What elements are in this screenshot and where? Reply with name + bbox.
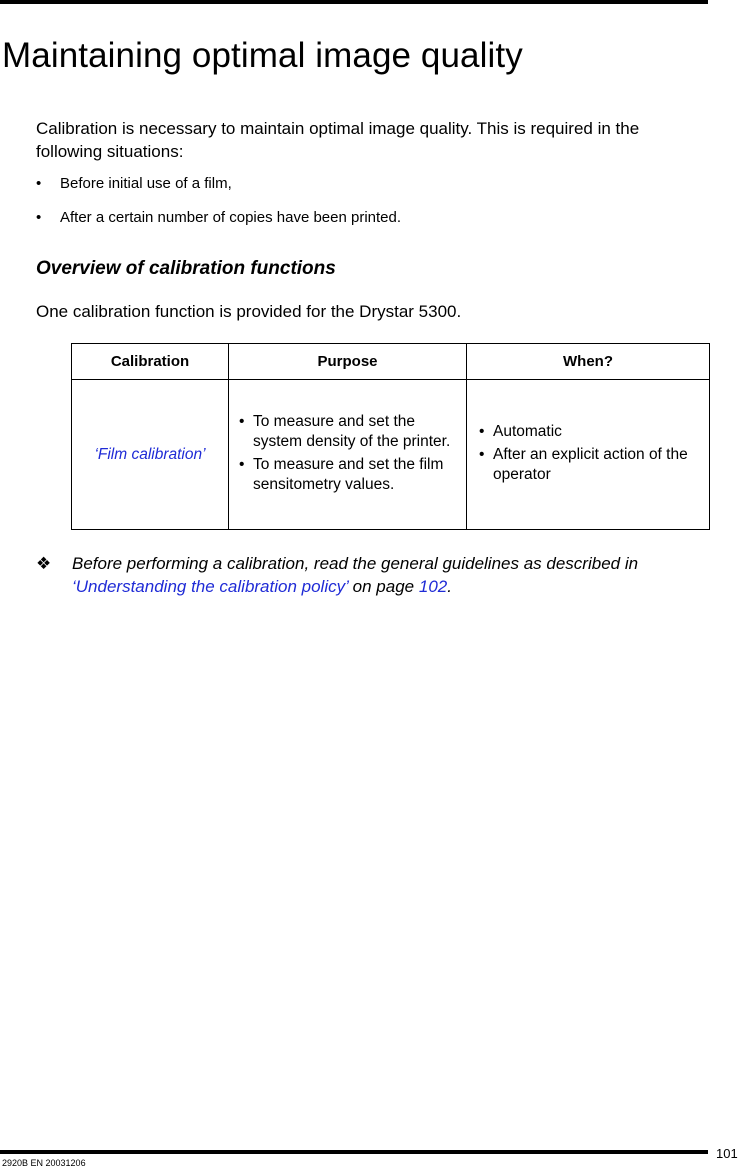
table-header-row	[72, 344, 710, 380]
purpose-cell	[229, 380, 467, 530]
note-text-before: Before performing a calibration, read the general guidelines as described in	[72, 554, 639, 573]
intro-paragraph: Calibration is necessary to maintain optimal image quality. This is required in the following situations:	[36, 119, 640, 161]
list-item	[36, 174, 708, 194]
header-purpose: Purpose	[229, 344, 467, 380]
diamond-note-icon: ❖	[36, 554, 52, 573]
purpose-item-text: To measure and set the system density of the printer.	[253, 412, 451, 450]
when-item-text: After an explicit action of the operator	[493, 445, 688, 483]
page-number: 101	[716, 1146, 738, 1161]
list-item	[36, 208, 708, 228]
list-item-text: After a certain number of copies have been printed.	[60, 209, 402, 226]
section-heading: Overview of calibration functions	[36, 258, 336, 279]
calibration-table	[71, 343, 710, 530]
header-calibration: Calibration	[72, 344, 229, 380]
bullet-icon: •	[239, 455, 245, 473]
header-when: When?	[467, 344, 710, 380]
top-rule	[0, 0, 708, 4]
document-code: 2920B EN 20031206	[2, 1158, 86, 1168]
note-text-end: .	[447, 577, 452, 596]
film-calibration-link[interactable]: ‘Film calibration’	[94, 445, 206, 463]
when-item-text: Automatic	[493, 422, 562, 440]
bullet-icon: •	[239, 412, 245, 430]
calibration-cell	[72, 380, 229, 530]
note-text-middle: on page	[347, 577, 419, 596]
list-item	[235, 412, 460, 452]
when-cell	[467, 380, 710, 530]
situation-list	[36, 174, 708, 242]
list-item-text: Before initial use of a film,	[60, 175, 232, 192]
bullet-icon: •	[36, 209, 42, 226]
bullet-icon: •	[479, 422, 485, 440]
list-item	[235, 455, 460, 495]
calibration-policy-link[interactable]: ‘Understanding the calibration policy’	[72, 577, 348, 596]
list-item	[475, 422, 703, 442]
section-paragraph: One calibration function is provided for the Drystar 5300.	[36, 302, 462, 321]
purpose-list	[235, 412, 460, 495]
bottom-rule	[0, 1150, 708, 1154]
list-item	[475, 445, 703, 485]
page-title: Maintaining optimal image quality	[2, 36, 523, 75]
when-list	[475, 422, 703, 485]
bullet-icon: •	[479, 445, 485, 463]
page-reference-link[interactable]: 102	[418, 577, 448, 596]
note-text	[72, 552, 716, 598]
note-block	[36, 552, 716, 598]
table-row	[72, 380, 710, 530]
purpose-item-text: To measure and set the film sensitometry values.	[253, 455, 444, 493]
bullet-icon: •	[36, 175, 42, 192]
